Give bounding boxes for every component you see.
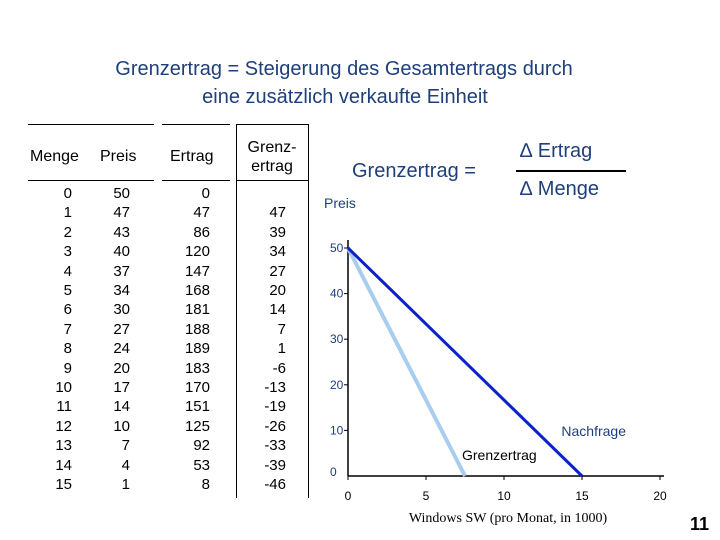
ertrag-cell: 120 [184,243,210,261]
header-preis: Preis [100,148,137,165]
header-ertrag: Ertrag [170,148,214,165]
y-tick-label: 10 [330,423,344,438]
preis-cell: 7 [121,437,130,455]
preis-cell: 24 [113,340,130,358]
formula-denominator: ∆ Menge [520,178,599,200]
y-axis-label: Preis [324,195,356,211]
header-grenzertrag-line2: ertrag [251,158,293,175]
preis-cell: 10 [113,417,130,435]
menge-cell: 9 [63,359,72,377]
ertrag-cell: 181 [184,301,210,319]
menge-cell: 6 [63,301,72,319]
series-label-nachfrage: Nachfrage [561,423,626,439]
y-tick-label: 50 [330,241,344,255]
grenzertrag-cell: 34 [269,243,286,261]
menge-cell: 12 [55,417,72,435]
ertrag-cell: 8 [201,476,210,494]
series-line-nachfrage [348,248,582,476]
ertrag-cell: 151 [184,398,210,416]
ertrag-cell: 47 [193,204,210,222]
title-line-1: Grenzertrag = Steigerung des Gesamtertrags durch [115,58,573,80]
y-tick-label: 20 [330,377,344,392]
series-label-grenzertrag: Grenzertrag [462,447,537,463]
y-tick-label: 30 [330,332,344,347]
menge-cell: 0 [63,185,72,202]
menge-cell: 1 [63,204,72,222]
preis-cell: 50 [113,185,130,202]
preis-cell: 37 [113,262,130,280]
menge-cell: 2 [63,223,72,241]
x-tick-label: 20 [653,489,667,503]
menge-cell: 10 [55,379,72,397]
grenzertrag-cell: 7 [277,320,286,338]
ertrag-cell: 0 [201,185,210,202]
series-line-grenzertrag [348,248,465,476]
menge-cell: 7 [63,320,72,338]
grenzertrag-cell: 14 [269,301,286,319]
y-tick-label: 0 [330,465,337,479]
preis-cell: 4 [121,456,130,474]
ertrag-cell: 168 [184,282,210,300]
menge-cell: 15 [55,476,72,494]
menge-cell: 4 [63,262,72,280]
menge-cell: 13 [55,437,72,455]
ertrag-cell: 125 [184,417,210,435]
preis-cell: 30 [113,301,130,319]
ertrag-cell: 86 [193,223,210,241]
ertrag-cell: 188 [184,320,210,338]
preis-cell: 27 [113,320,130,338]
preis-cell: 20 [113,359,130,377]
preis-cell: 40 [113,243,130,261]
grenzertrag-cell: 1 [277,340,286,358]
x-tick-label: 15 [575,489,589,503]
x-axis-label: Windows SW (pro Monat, in 1000) [408,511,608,526]
grenzertrag-cell: -13 [264,379,286,397]
grenzertrag-cell: -19 [264,398,286,416]
ertrag-cell: 183 [184,359,210,377]
ertrag-cell: 92 [193,437,210,455]
x-tick-label: 5 [422,489,430,503]
header-grenzertrag-line1: Grenz- [247,139,297,156]
menge-cell: 3 [63,243,72,261]
menge-cell: 8 [63,340,72,358]
grenzertrag-cell: -33 [264,437,286,455]
page-number: 11 [690,514,710,534]
menge-cell: 14 [55,456,72,474]
x-tick-label: 0 [344,489,352,503]
header-menge: Menge [30,148,79,165]
grenzertrag-cell: 47 [269,204,286,222]
grenzertrag-cell: -46 [264,476,286,494]
x-tick-label: 10 [497,489,511,503]
y-tick-label: 40 [330,286,344,301]
preis-cell: 34 [113,282,130,300]
menge-cell: 5 [63,282,72,300]
grenzertrag-cell: 39 [269,223,286,241]
grenzertrag-cell: 27 [269,262,286,280]
menge-cell: 11 [56,398,72,416]
ertrag-cell: 170 [184,379,210,397]
ertrag-cell: 189 [184,340,210,358]
grenzertrag-cell: -26 [264,417,286,435]
preis-cell: 1 [121,476,130,494]
title-line-2: eine zusätzlich verkaufte Einheit [202,86,488,108]
preis-cell: 14 [113,398,130,416]
formula-numerator: ∆ Ertrag [520,140,593,162]
grenzertrag-cell: 20 [269,282,286,300]
grenzertrag-cell: -39 [264,456,286,474]
preis-cell: 17 [113,379,130,397]
preis-cell: 43 [113,223,130,241]
preis-cell: 47 [113,204,130,222]
ertrag-cell: 53 [193,456,210,474]
grenzertrag-cell: -6 [272,359,286,377]
ertrag-cell: 147 [184,262,210,280]
formula-lhs: Grenzertrag = [352,160,476,182]
